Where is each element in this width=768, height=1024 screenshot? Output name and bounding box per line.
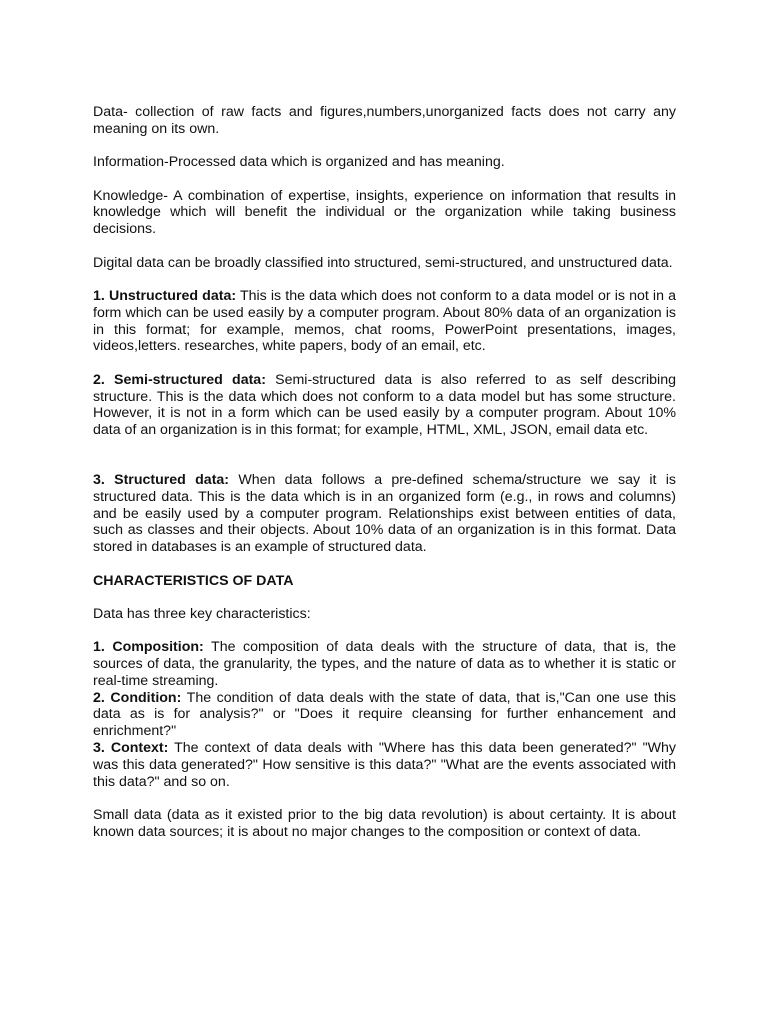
structured-data-text: When data follows a pre-defined schema/structure we say it is structured data. This is the data which is in an organized form (e.g., in rows and columns) and be easily used by a computer program. Relationships exist between entities of data, such as classes and their objects. About 10% data of an organization is in this format. Data stored in databases is an example of structured data. [93,471,676,556]
composition-paragraph [93,639,676,689]
small-data-paragraph: Small data (data as it existed prior to the big data revolution) is about certainty. It is about known data sources; it is about no major changes to the composition or context of data. [93,807,676,840]
context-paragraph [93,740,676,790]
document-page [93,104,676,857]
composition-text: The composition of data deals with the structure of data, that is, the sources of data, the granularity, the types, and the nature of data as to whether it is static or real-time streaming. [93,639,676,689]
characteristics-intro: Data has three key characteristics: [93,605,311,622]
semi-structured-data-lead: 2. Semi-structured data: [93,371,266,388]
unstructured-data-paragraph [93,288,676,355]
semi-structured-data-text: Semi-structured data is also referred to as self describing structure. This is the data which does not conform to a data model but has some structure. However, it is not in a form which can be used easily by a computer program. About 10% data of an organization is in this format; for example, HTML, XML, JSON, email data etc. [93,371,676,439]
condition-lead: 2. Condition: [93,689,182,706]
information-definition: Information-Processed data which is organized and has meaning. [93,154,505,171]
context-text: The context of data deals with "Where has this data been generated?" "Why was this data generated?" How sensitive is this data?" "What are the events associated with this data?" and so on. [93,740,676,790]
unstructured-data-lead: 1. Unstructured data: [93,287,237,304]
unstructured-data-text: This is the data which does not conform to a data model or is not in a form which can be used easily by a computer program. About 80% data of an organization is in this format; for example, memos, chat rooms, PowerPoint presentations, images, videos,letters. researches, white papers, body of an email, etc. [93,287,677,355]
structured-data-paragraph [93,472,676,556]
structured-data-lead: 3. Structured data: [93,471,230,488]
context-lead: 3. Context: [93,740,169,757]
condition-text: The condition of data deals with the state of data, that is,"Can one use this data as is for analysis?" or "Does it require cleansing for further enhancement and enrichment?" [93,689,676,740]
semi-structured-data-paragraph [93,372,676,439]
data-definition: Data- collection of raw facts and figures,numbers,unorganized facts does not carry any meaning on its own. [93,104,676,137]
classification-paragraph: Digital data can be broadly classified into structured, semi-structured, and unstructured data. [93,254,673,271]
composition-lead: 1. Composition: [93,639,204,656]
knowledge-definition: Knowledge- A combination of expertise, insights, experience on information that results in knowledge which will benefit the individual or the organization while taking business decisions. [93,187,676,238]
characteristics-heading: CHARACTERISTICS OF DATA [93,572,294,589]
condition-paragraph [93,690,676,740]
